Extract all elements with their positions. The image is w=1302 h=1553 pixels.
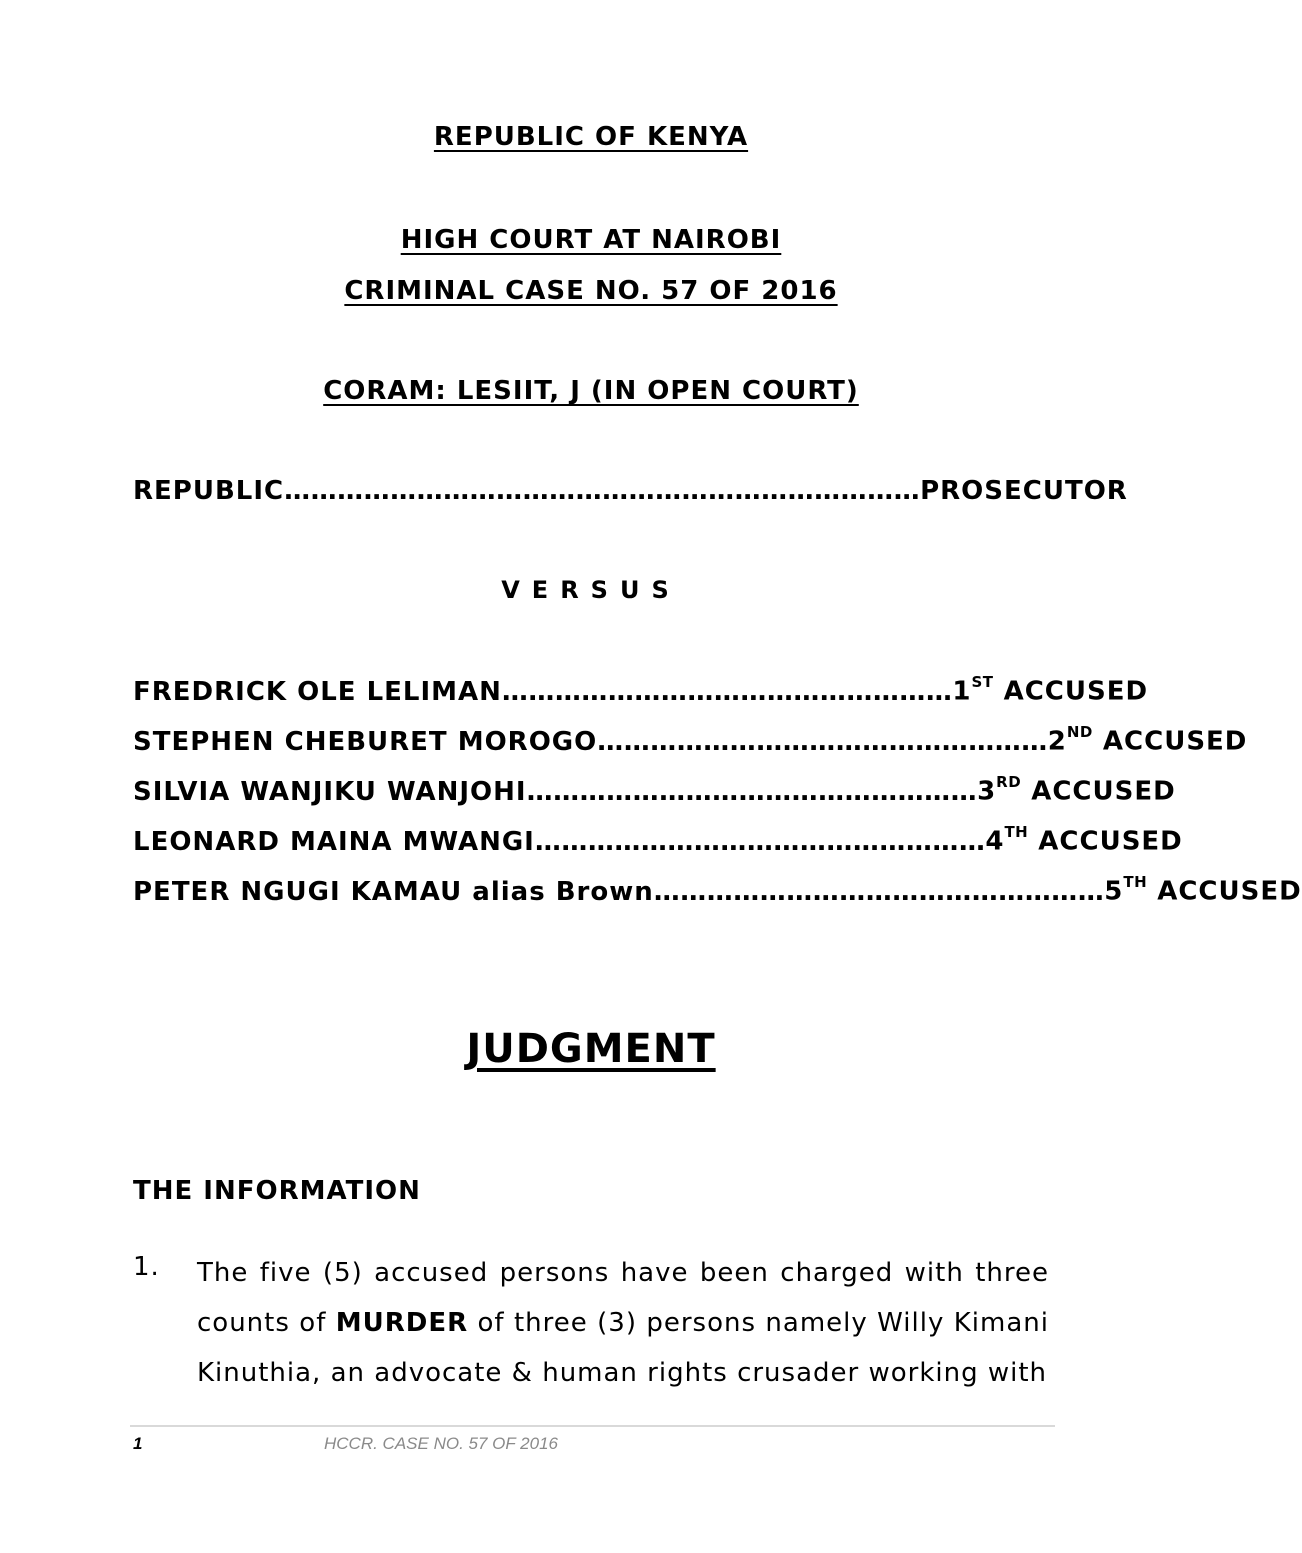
accused-number: 4 <box>985 826 1005 857</box>
heading-court: HIGH COURT AT NAIROBI <box>400 225 782 255</box>
paragraph-text: of three (3) persons namely Willy Kimani Kinuthia, an advocate & human rights crusader working with <box>197 1308 1049 1388</box>
footer-case-reference: HCCR. CASE NO. 57 OF 2016 <box>324 1434 558 1453</box>
section-title: THE INFORMATION <box>133 1176 421 1206</box>
prosecution-role: PROSECUTOR <box>920 476 1128 506</box>
accused-role-label: ACCUSED <box>1028 826 1183 857</box>
accused-name: FREDRICK OLE LELIMAN <box>133 676 502 707</box>
accused-name: PETER NGUGI KAMAU alias Brown <box>133 876 654 907</box>
accused-ordinal-suffix: TH <box>1123 873 1148 891</box>
accused-role <box>977 773 1176 807</box>
prosecution-name: REPUBLIC <box>133 476 285 506</box>
accused-role-label: ACCUSED <box>993 676 1149 707</box>
judgment-title: JUDGMENT <box>466 1026 716 1072</box>
accused-name: SILVIA WANJIKU WANJOHI <box>133 776 527 807</box>
accused-role <box>985 823 1183 857</box>
accused-role <box>1047 723 1248 757</box>
paragraph-text: The five (5) accused persons have been charged with three counts of <box>197 1258 1049 1338</box>
accused-line <box>133 723 1248 757</box>
leader-dots: ……………………………………………………………… <box>284 476 921 506</box>
paragraph-number: 1. <box>133 1252 160 1282</box>
accused-line <box>133 823 1183 857</box>
heading-coram: CORAM: LESIIT, J (IN OPEN COURT) <box>323 376 859 406</box>
leader-dots: …………………………………………… <box>526 776 978 807</box>
footer-page-number: 1 <box>133 1434 143 1453</box>
accused-name: LEONARD MAINA MWANGI <box>133 826 535 857</box>
accused-line <box>133 873 1302 907</box>
accused-role-label: ACCUSED <box>1092 726 1248 757</box>
accused-ordinal-suffix: ST <box>971 673 994 691</box>
accused-number: 5 <box>1104 876 1124 907</box>
accused-line <box>133 673 1149 707</box>
accused-number: 3 <box>977 776 997 807</box>
leader-dots: …………………………………………… <box>501 676 953 707</box>
accused-role-label: ACCUSED <box>1021 776 1176 807</box>
leader-dots: …………………………………………… <box>597 726 1048 757</box>
accused-number: 2 <box>1047 726 1067 757</box>
accused-name: STEPHEN CHEBURET MOROGO <box>133 726 598 757</box>
accused-ordinal-suffix: TH <box>1004 823 1029 841</box>
accused-ordinal-suffix: RD <box>996 773 1022 791</box>
accused-line <box>133 773 1176 807</box>
accused-number: 1 <box>952 676 972 707</box>
prosecution-line <box>133 476 1128 506</box>
footer-divider <box>130 1425 1055 1427</box>
accused-ordinal-suffix: ND <box>1066 723 1093 741</box>
paragraph-emphasis: MURDER <box>335 1308 469 1338</box>
heading-republic-of-kenya: REPUBLIC OF KENYA <box>433 122 749 152</box>
leader-dots: …………………………………………… <box>534 826 986 857</box>
accused-role <box>1104 873 1302 907</box>
versus-label: VERSUS <box>501 576 681 604</box>
heading-case-number: CRIMINAL CASE NO. 57 OF 2016 <box>344 276 838 306</box>
paragraph-body <box>197 1248 1049 1398</box>
accused-role-label: ACCUSED <box>1147 876 1302 907</box>
accused-role <box>952 673 1149 707</box>
leader-dots: …………………………………………… <box>653 876 1105 907</box>
